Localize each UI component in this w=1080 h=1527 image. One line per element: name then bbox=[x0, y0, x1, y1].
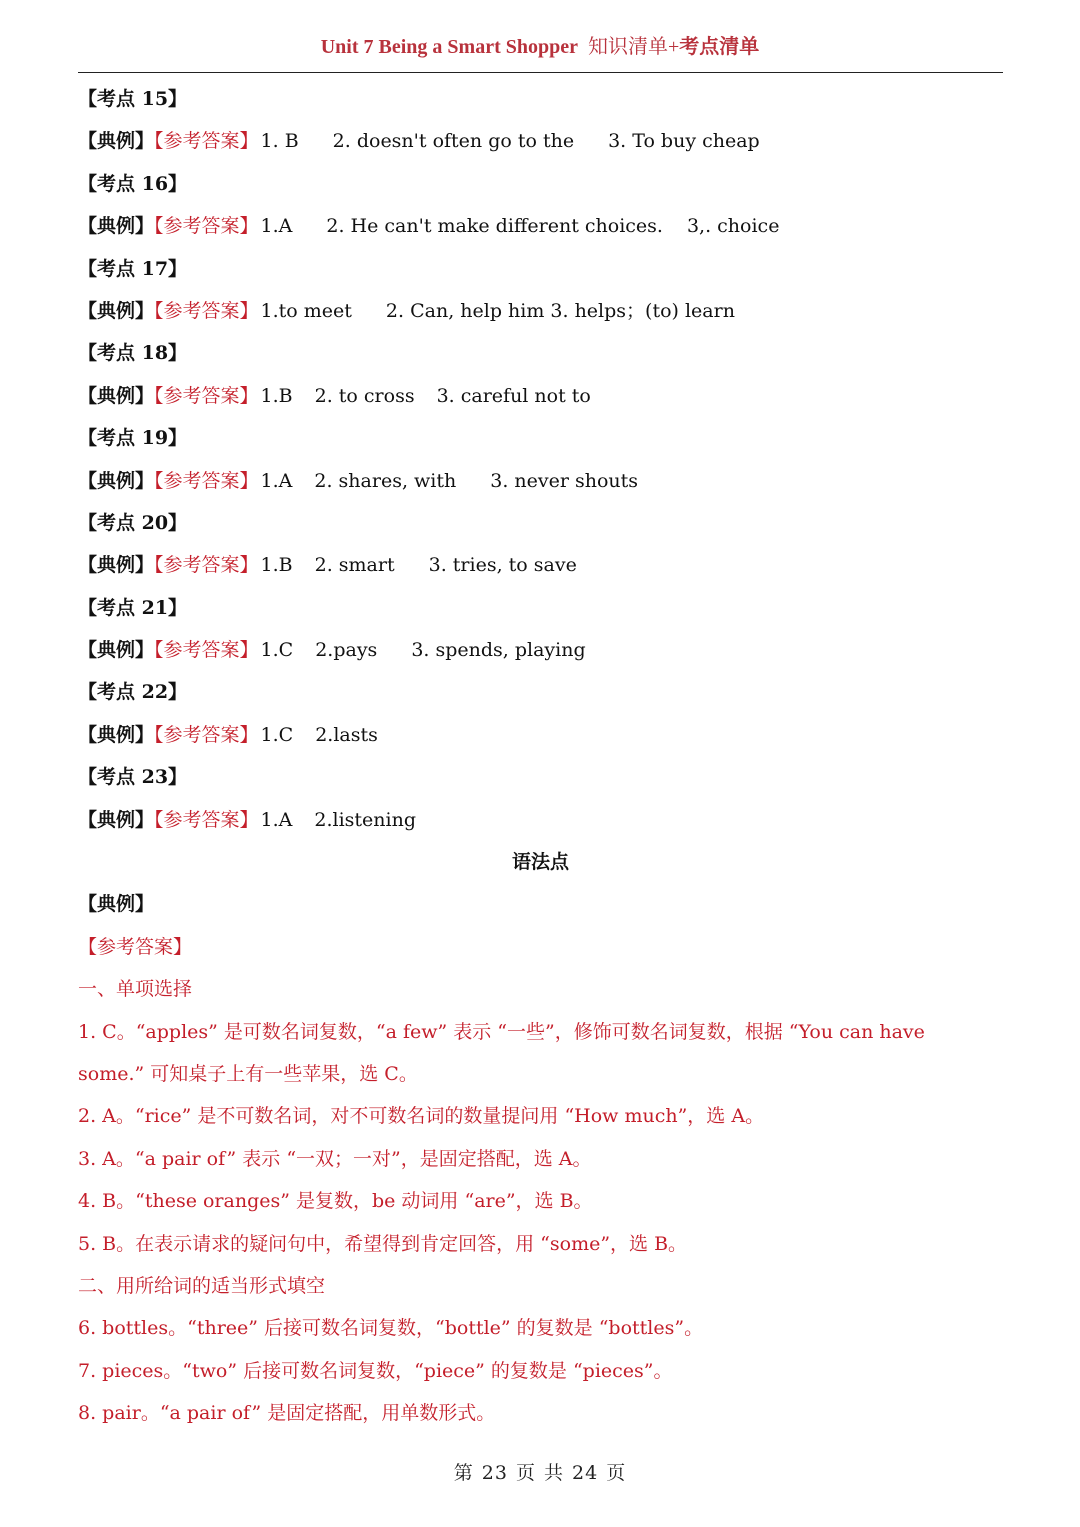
section-title: 一、单项选择 bbox=[78, 978, 193, 1001]
dianli-label: 【典例】 bbox=[78, 554, 155, 577]
dianli-label: 【典例】 bbox=[78, 639, 155, 662]
kaodian-heading: 【考点 23】 bbox=[78, 766, 188, 789]
example-line bbox=[78, 375, 1003, 417]
footer-total-pages: 24 bbox=[572, 1462, 599, 1484]
answer-explanation: 6. bottles。“three” 后接可数名词复数，“bottle” 的复数是 “bottles”。 bbox=[78, 1317, 704, 1340]
answer-explanation: some.” 可知桌子上有一些苹果，选 C。 bbox=[78, 1062, 418, 1085]
example-line bbox=[78, 205, 1003, 247]
header-divider bbox=[78, 72, 1003, 73]
answer-2: 2. to cross bbox=[314, 384, 415, 407]
answer-1: 1.to meet bbox=[260, 299, 352, 322]
ref-answer-label: 【参考答案】 bbox=[154, 554, 259, 577]
answer-2: 2. shares, with bbox=[314, 469, 457, 492]
answer-1: 1.B bbox=[260, 554, 293, 577]
section-title: 二、用所给词的适当形式填空 bbox=[78, 1274, 326, 1297]
kaodian-heading: 【考点 20】 bbox=[78, 511, 188, 534]
page-footer bbox=[0, 1458, 1080, 1485]
answer-3: 3. To buy cheap bbox=[608, 130, 760, 153]
grammar-heading: 语法点 bbox=[511, 851, 569, 874]
ref-answer-label: 【参考答案】 bbox=[154, 469, 259, 492]
dianli-label: 【典例】 bbox=[78, 893, 155, 916]
answer-3: 3. never shouts bbox=[490, 469, 639, 492]
answer-1: 1.B bbox=[260, 384, 293, 407]
ref-answer-label: 【参考答案】 bbox=[154, 130, 259, 153]
kaodian-heading: 【考点 21】 bbox=[78, 596, 188, 619]
answer-explanation: 4. B。“these oranges” 是复数，be 动词用 “are”，选 B。 bbox=[78, 1190, 593, 1213]
answer-explanation: 3. A。“a pair of” 表示 “一双；一对”，是固定搭配，选 A。 bbox=[78, 1147, 592, 1170]
kaodian-heading: 【考点 19】 bbox=[78, 427, 188, 450]
ref-answer-label: 【参考答案】 bbox=[154, 215, 259, 238]
ref-answer-label: 【参考答案】 bbox=[154, 299, 259, 322]
example-line bbox=[78, 544, 1003, 586]
footer-ye: 页 bbox=[515, 1462, 536, 1484]
dianli-label: 【典例】 bbox=[78, 723, 155, 746]
example-line bbox=[78, 714, 1003, 756]
footer-ye: 页 bbox=[606, 1462, 627, 1484]
answer-3: 3. tries, to save bbox=[428, 554, 577, 577]
footer-gong: 共 bbox=[544, 1462, 565, 1484]
answer-explanation: 8. pair。“a pair of” 是固定搭配，用单数形式。 bbox=[78, 1402, 496, 1425]
answer-2: 2. doesn't often go to the bbox=[332, 130, 575, 153]
kaodian-heading: 【考点 16】 bbox=[78, 172, 188, 195]
example-line bbox=[78, 799, 1003, 841]
dianli-label: 【典例】 bbox=[78, 469, 155, 492]
answer-3: 3. careful not to bbox=[436, 384, 591, 407]
answer-explanation: 2. A。“rice” 是不可数名词，对不可数名词的数量提问用 “How much”，选 A。 bbox=[78, 1105, 765, 1128]
dianli-label: 【典例】 bbox=[78, 130, 155, 153]
kaodian-heading: 【考点 18】 bbox=[78, 342, 188, 365]
footer-di: 第 bbox=[453, 1462, 474, 1484]
dianli-label: 【典例】 bbox=[78, 808, 155, 831]
answer-2: 2.pays bbox=[315, 639, 378, 662]
example-line bbox=[78, 460, 1003, 502]
answer-explanation: 1. C。“apples” 是可数名词复数，“a few” 表示 “一些”，修饰可数名词复数，根据 “You can have bbox=[78, 1020, 925, 1043]
dianli-label: 【典例】 bbox=[78, 215, 155, 238]
dianli-label: 【典例】 bbox=[78, 384, 155, 407]
document-body bbox=[78, 78, 1003, 1435]
answer-1: 1. B bbox=[260, 130, 299, 153]
ref-answer-label: 【参考答案】 bbox=[154, 384, 259, 407]
kaodian-heading: 【考点 22】 bbox=[78, 681, 188, 704]
ref-answer-label: 【参考答案】 bbox=[154, 723, 259, 746]
answer-2: 2. smart bbox=[314, 554, 395, 577]
dianli-label: 【典例】 bbox=[78, 299, 155, 322]
answer-1: 1.C bbox=[260, 723, 294, 746]
page-header bbox=[0, 30, 1080, 59]
ref-answer-label: 【参考答案】 bbox=[154, 639, 259, 662]
answer-3: 3,. choice bbox=[686, 215, 780, 238]
kaodian-heading: 【考点 15】 bbox=[78, 88, 188, 110]
answer-explanation: 5. B。在表示请求的疑问句中，希望得到肯定回答，用 “some”，选 B。 bbox=[78, 1232, 688, 1255]
header-title: Unit 7 Being a Smart Shopper bbox=[320, 36, 578, 58]
answer-2: 2. He can't make different choices. bbox=[326, 215, 663, 238]
answer-2: 2. Can, help him 3. helps；(to) learn bbox=[385, 299, 735, 322]
header-subtitle-bold: 考点清单 bbox=[679, 36, 760, 58]
answer-1: 1.A bbox=[260, 215, 293, 238]
answer-2: 2.lasts bbox=[315, 723, 378, 746]
example-line bbox=[78, 290, 1003, 332]
answer-1: 1.C bbox=[260, 639, 294, 662]
footer-page-number: 23 bbox=[481, 1462, 508, 1484]
example-line bbox=[78, 629, 1003, 671]
answer-1: 1.A bbox=[260, 469, 293, 492]
ref-answer-label: 【参考答案】 bbox=[78, 935, 193, 958]
answer-explanation: 7. pieces。“two” 后接可数名词复数，“piece” 的复数是 “pieces”。 bbox=[78, 1359, 673, 1382]
example-line bbox=[78, 120, 1003, 162]
ref-answer-label: 【参考答案】 bbox=[154, 808, 259, 831]
header-subtitle: 知识清单+ bbox=[587, 36, 680, 58]
answer-2: 2.listening bbox=[314, 808, 417, 831]
answer-1: 1.A bbox=[260, 808, 293, 831]
answer-3: 3. spends, playing bbox=[411, 639, 586, 662]
kaodian-heading: 【考点 17】 bbox=[78, 257, 188, 280]
